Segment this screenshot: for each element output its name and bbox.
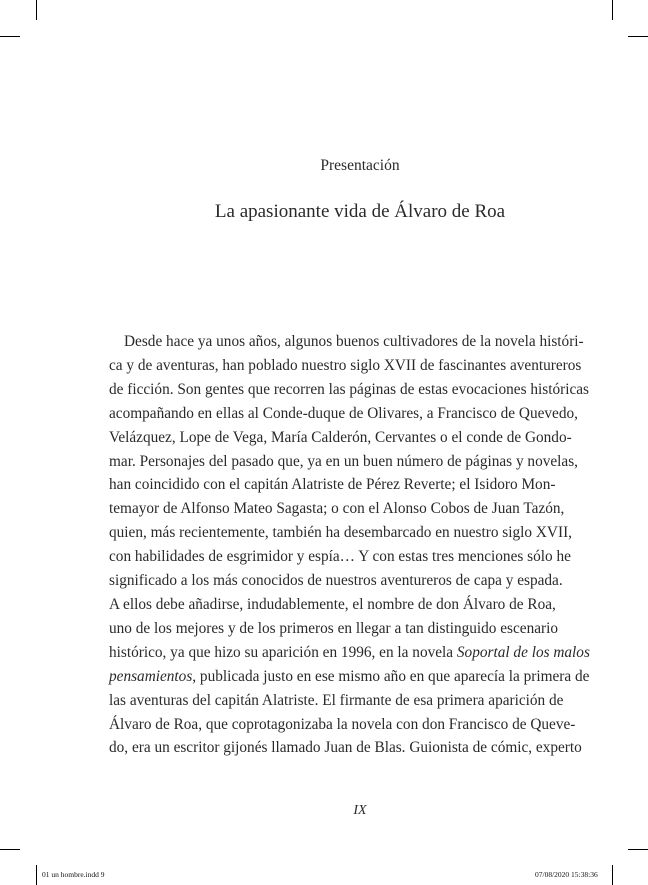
text-segment: histórico, ya que hizo su aparición en 1996, en la novela <box>109 643 454 661</box>
book-title-italic: pensamientos <box>109 667 193 685</box>
text-line: uno de los mejores y de los primeros en llegar a tan distinguido escenario <box>109 619 559 637</box>
text-line: Álvaro de Roa, que coprotagonizaba la novela con don Francisco de Queve- <box>109 715 576 733</box>
text-line: significado a los más conocidos de nuestros aventureros de capa y espada. <box>109 572 563 590</box>
text-line: con habilidades de esgrimidor y espía… Y con estas tres menciones sólo he <box>109 548 571 566</box>
chapter-title: La apasionante vida de Álvaro de Roa <box>214 201 506 222</box>
timestamp-slug: 07/08/2020 15:38:36 <box>535 870 598 879</box>
crop-mark <box>36 0 37 20</box>
crop-mark <box>628 849 648 850</box>
book-title-italic: Soportal de los malos <box>456 643 590 661</box>
text-line <box>109 641 590 665</box>
crop-mark <box>628 36 648 37</box>
text-line: A ellos debe añadirse, indudablemente, el nombre de don Álvaro de Roa, <box>109 595 556 613</box>
text-line: temayor de Alfonso Mateo Sagasta; o con el Alonso Cobos de Juan Tazón, <box>109 500 565 518</box>
text-line: mar. Personajes del pasado que, ya en un buen número de páginas y novelas, <box>109 452 578 470</box>
text-line: las aventuras del capitán Alatriste. El firmante de esa primera aparición de <box>109 691 564 709</box>
crop-mark <box>0 849 20 850</box>
file-slug: 01 un hombre.indd 9 <box>42 870 105 879</box>
text-line <box>109 665 590 689</box>
text-line: Desde hace ya unos años, algunos buenos cultivadores de la novela históri- <box>124 333 584 350</box>
text-segment: , publicada justo en ese mismo año en que aparecía la primera de <box>192 667 590 685</box>
text-line: acompañando en ellas al Conde-duque de Olivares, a Francisco de Quevedo, <box>109 404 578 422</box>
crop-mark <box>36 865 37 885</box>
section-label: Presentación <box>320 157 400 174</box>
crop-mark <box>612 0 613 20</box>
text-line: do, era un escritor gijonés llamado Juan de Blas. Guionista de cómic, experto <box>109 739 582 757</box>
page-number: IX <box>353 803 367 818</box>
crop-mark <box>612 865 613 885</box>
text-line: Velázquez, Lope de Vega, María Calderón, Cervantes o el conde de Gondo- <box>109 428 572 446</box>
text-line: de ficción. Son gentes que recorren las páginas de estas evocaciones históricas <box>109 380 589 398</box>
crop-mark <box>0 36 20 37</box>
text-line: ca y de aventuras, han poblado nuestro siglo XVII de fascinantes aventureros <box>109 356 582 374</box>
text-line: quien, más recientemente, también ha desembarcado en nuestro siglo XVII, <box>109 524 572 542</box>
text-line: han coincidido con el capitán Alatriste de Pérez Reverte; el Isidoro Mon- <box>109 476 556 494</box>
body-paragraph <box>109 330 590 760</box>
